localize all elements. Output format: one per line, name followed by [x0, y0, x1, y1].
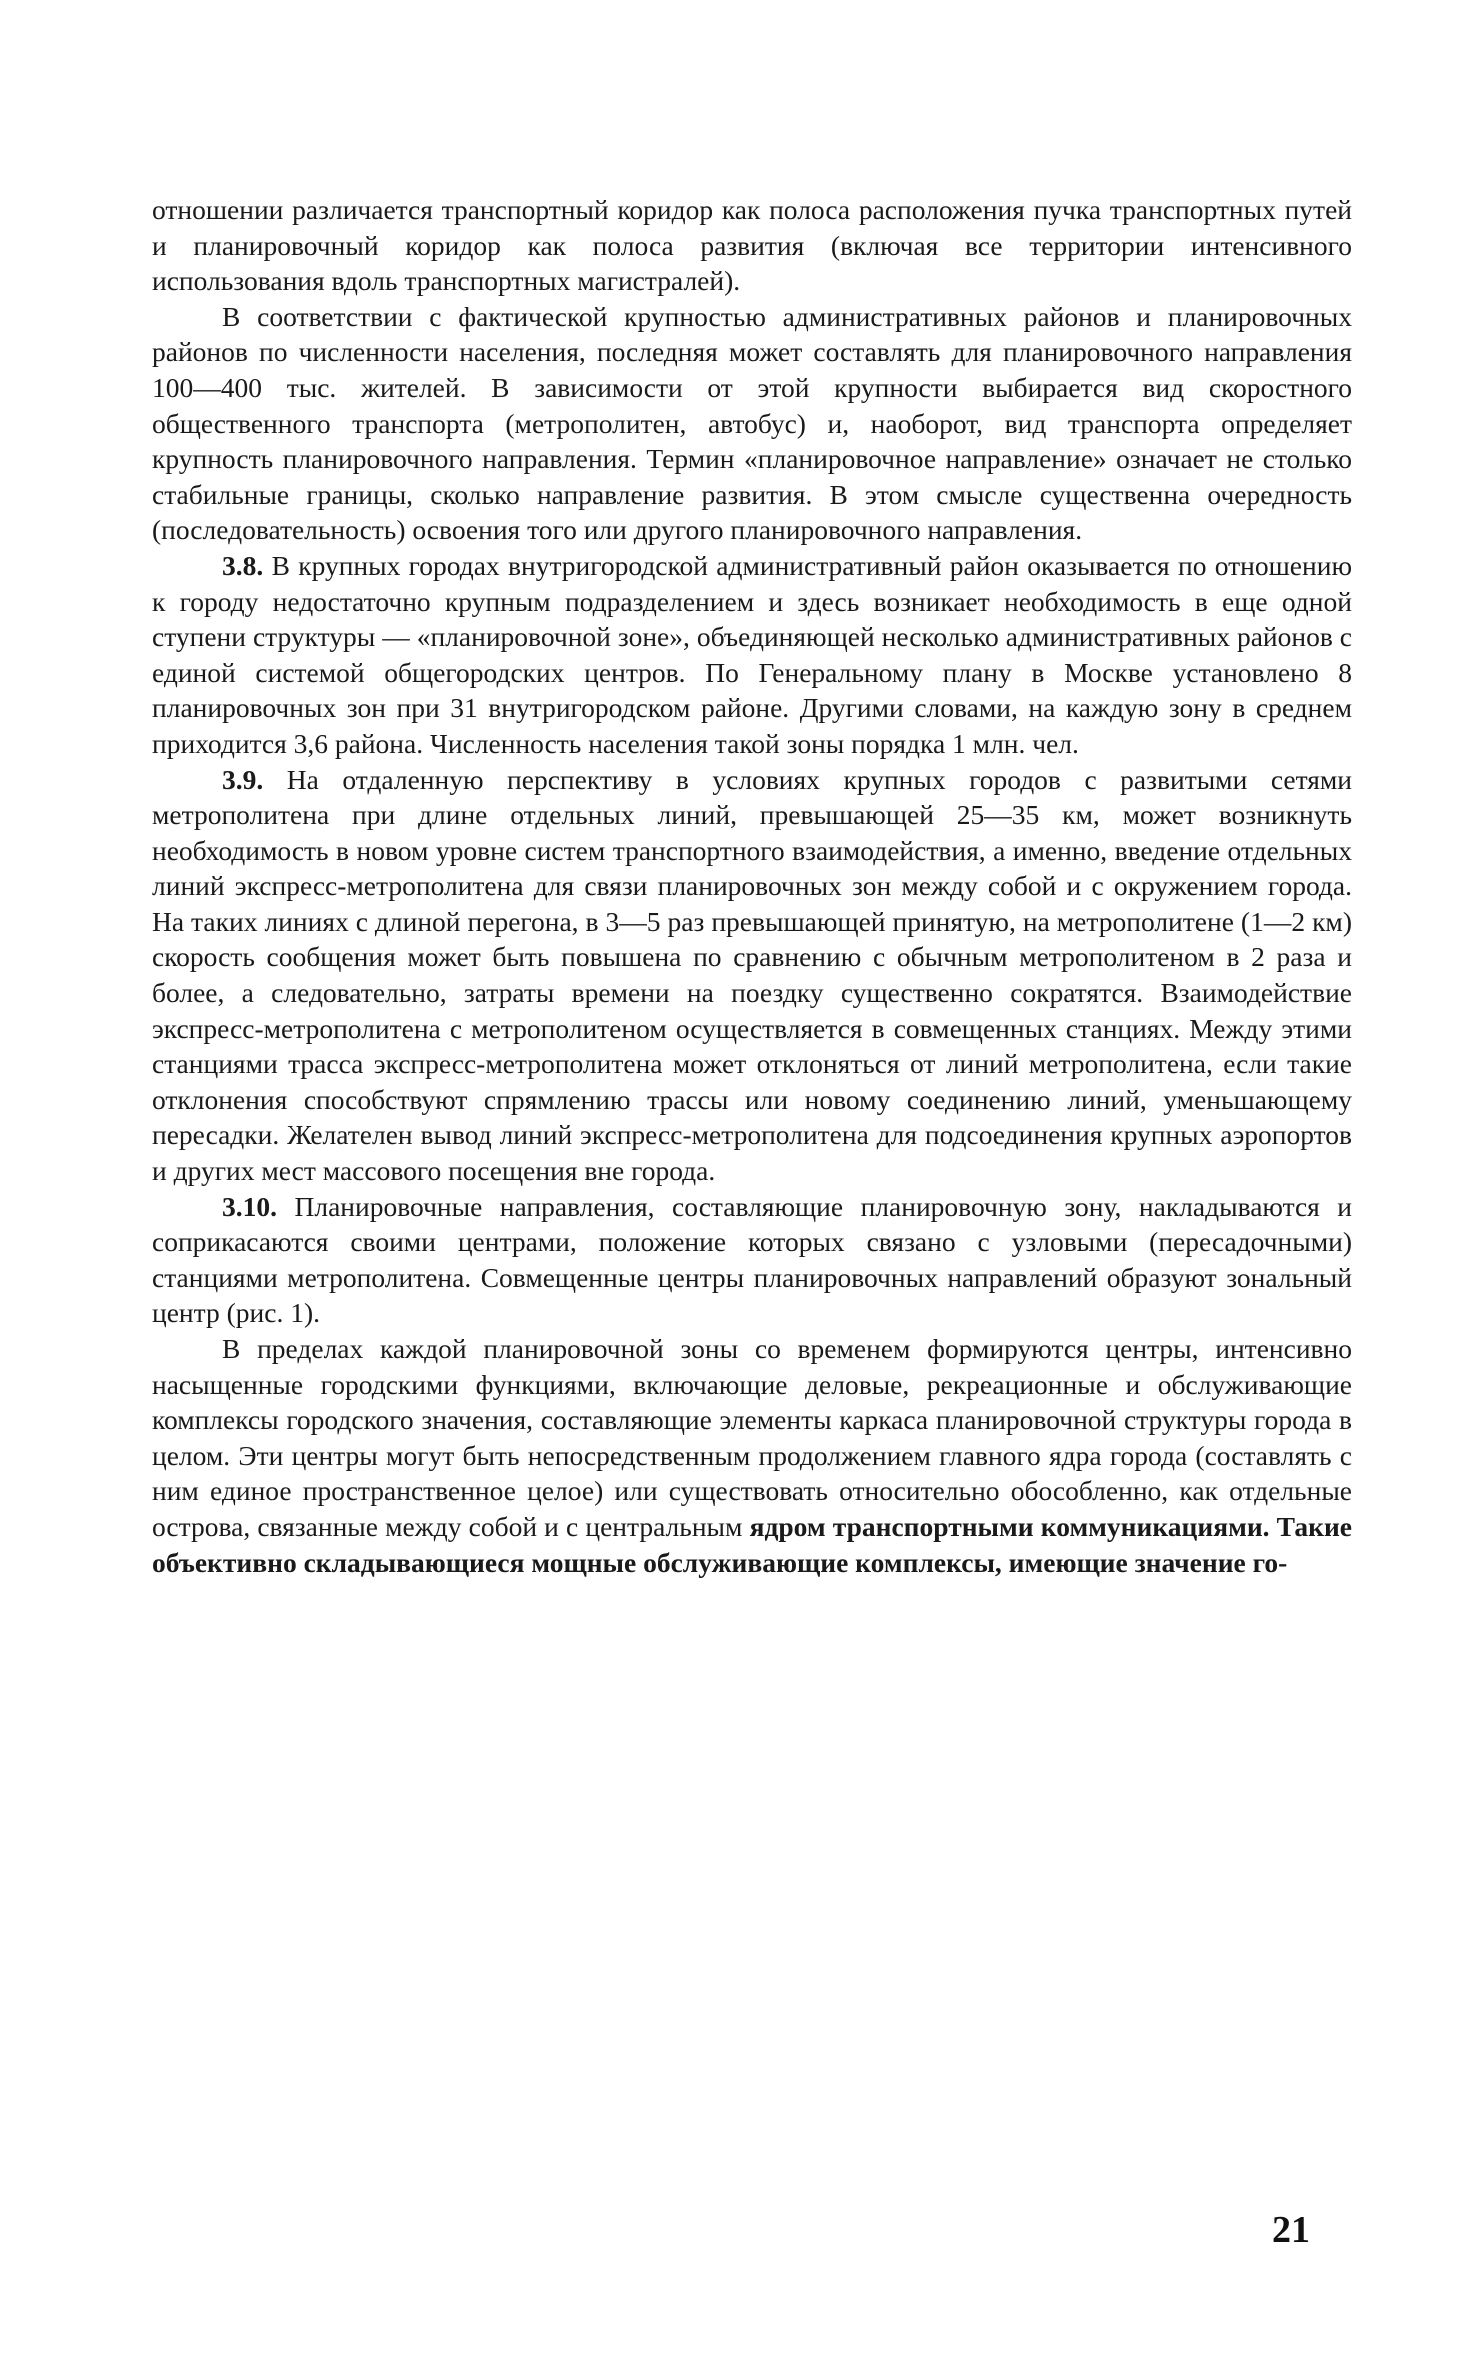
page-number: 21 — [1272, 2209, 1310, 2251]
paragraph-1-text: отношении различается транспортный коридор как полоса расположения пучка транспортных путей и планировочный коридор как полоса развития (включая все территории интенсивного использования вдоль транспортных магистралей). — [152, 194, 1352, 297]
paragraph-6-text: В пределах каждой планировочной зоны со временем формируются центры, интенсивно насыщенные городскими функциями, включающие деловые, рекреационные и обслуживающие комплексы городского значения, составляющие элементы каркаса планировочной структуры города в целом. Эти центры могут быть непосредственным продолжением главного ядра города (составлять с ним единое пространственное целое) или существовать относительно обособленно, как отдельные острова, связанные между собой и с центральным — [152, 1333, 1352, 1542]
paragraph-6 — [152, 1331, 1352, 1580]
paragraph-3-9-text: На отдаленную перспективу в условиях крупных городов с развитыми сетями метрополитена при длине отдельных линий, превышающей 25—35 км, может возникнуть необходимость в новом уровне систем транспортного взаимодействия, а именно, введение отдельных линий экспресс-метрополитена для связи планировочных зон между собой и с окружением города. На таких линиях с длиной перегона, в 3—5 раз превышающей принятую, на метрополитене (1—2 км) скорость сообщения может быть повышена по сравнению с обычным метрополитеном в 2 раза и более, а следовательно, затраты времени на поездку существенно сократятся. Взаимодействие экспресс-метрополитена с метрополитеном осуществляется в совмещенных станциях. Между этими станциями трасса экспресс-метрополитена может отклоняться от линий метрополитена, если такие отклонения способствуют спрямлению трассы или новому соединению линий, уменьшающему пересадки. Желателен вывод линий экспресс-метрополитена для подсоединения крупных аэропортов и других мест массового посещения вне города. — [152, 763, 1352, 1187]
paragraph-3-9 — [152, 762, 1352, 1189]
page-body — [152, 192, 1352, 1580]
paragraph-3-8-text: В крупных городах внутригородской административный район оказывается по отношению к городу недостаточно крупным подразделением и здесь возникает необходимость в еще одной ступени структуры — «планировочной зоне», объединяющей несколько административных районов с единой системой общегородских центров. По Генеральному плану в Москве установлено 8 планировочных зон при 31 внутригородском районе. Другими словами, на каждую зону в среднем приходится 3,6 района. Численность населения такой зоны порядка 1 млн. чел. — [152, 549, 1352, 759]
paragraph-3-10 — [152, 1189, 1352, 1331]
paragraph-2-text: В соответствии с фактической крупностью административных районов и планировочных районов по численности населения, последняя может составлять для планировочного направления 100—400 тыс. жителей. В зависимости от этой крупности выбирается вид скоростного общественного транспорта (метрополитен, автобус) и, наоборот, вид транспорта определяет крупность планировочного направления. Термин «планировочное направление» означает не столько стабильные границы, сколько направление развития. В этом смысле существенна очередность (последовательность) освоения того или другого планировочного направления. — [152, 300, 1352, 546]
paragraph-6-bold-tail: ядром транспортными коммуникациями. Такие объективно складывающиеся мощные обслуживающие комплексы, имеющие значение го- — [152, 1510, 1352, 1578]
paragraph-2 — [152, 299, 1352, 548]
paragraph-number: 3.9. — [222, 763, 264, 795]
paragraph-number: 3.10. — [222, 1190, 277, 1222]
paragraph-3-10-text: Планировочные направления, составляющие планировочную зону, накладываются и соприкасаются своими центрами, положение которых связано с узловыми (пересадочными) станциями метрополитена. Совмещенные центры планировочных направлений образуют зональный центр (рис. 1). — [152, 1190, 1353, 1329]
paragraph-1 — [152, 192, 1352, 299]
paragraph-number: 3.8. — [222, 549, 264, 581]
paragraph-3-8 — [152, 548, 1352, 762]
